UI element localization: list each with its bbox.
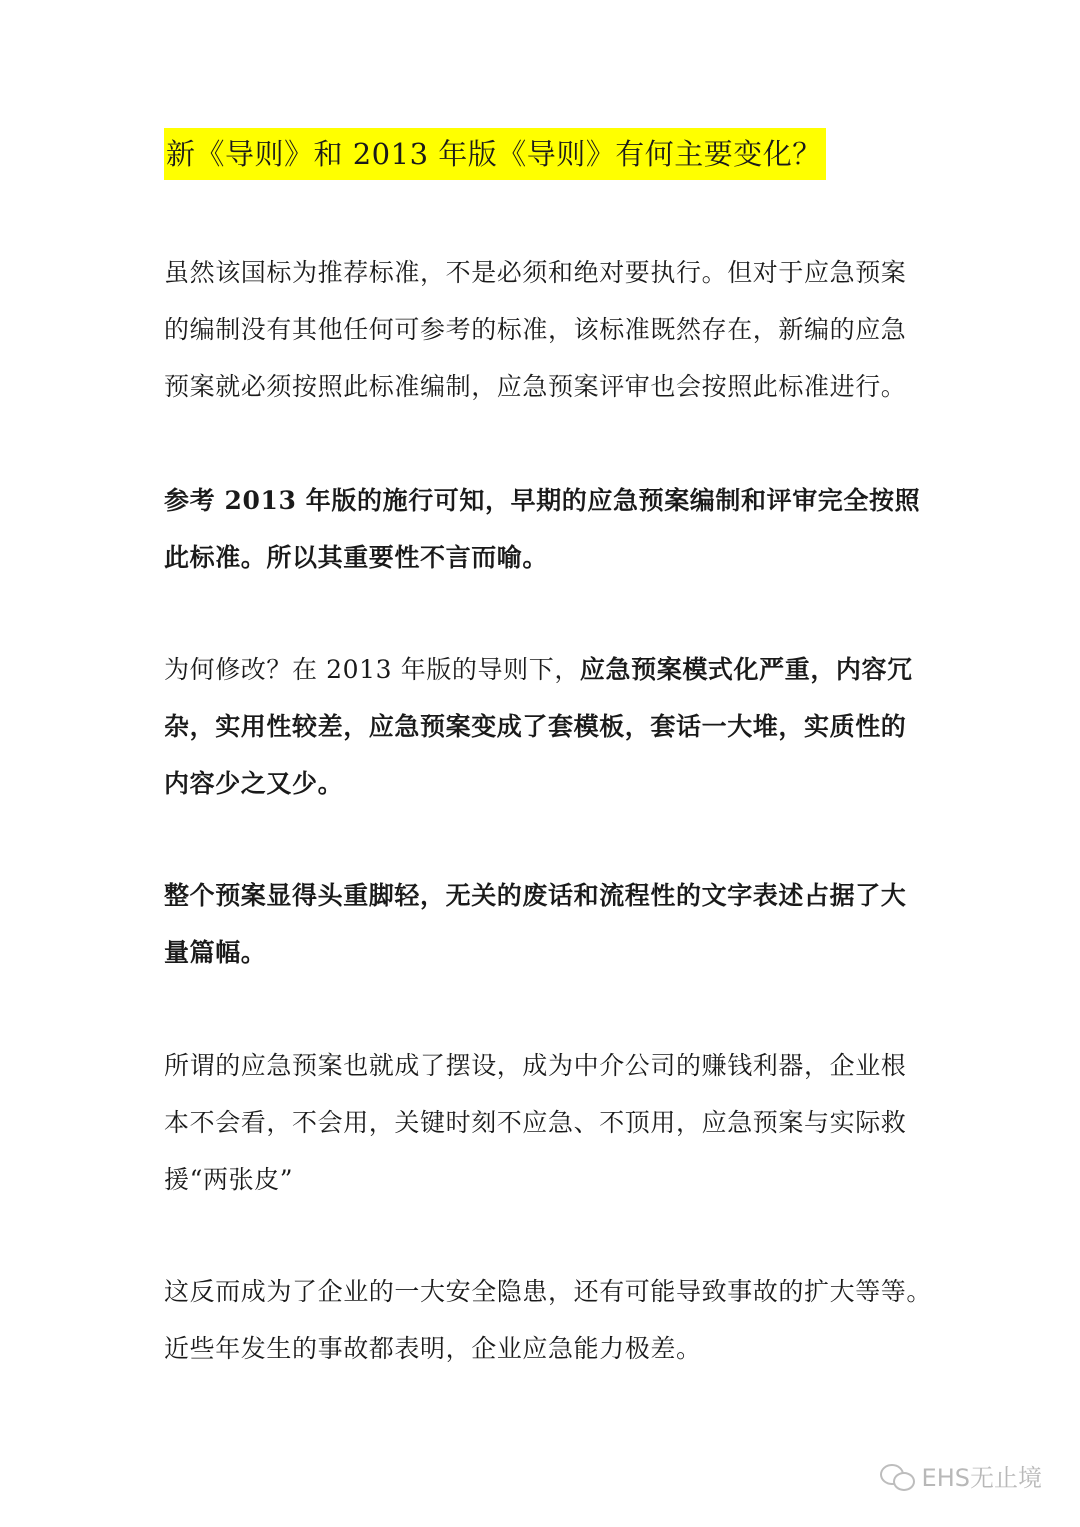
paragraph-4 <box>164 867 924 981</box>
paragraph-line: 杂，实用性较差，应急预案变成了套模板，套话一大堆，实质性的 <box>164 712 907 741</box>
watermark <box>880 1458 1042 1493</box>
paragraph-line: 量篇幅。 <box>164 938 267 967</box>
paragraph-text-bold: 应急预案模式化严重，内容冗 <box>579 655 913 684</box>
paragraph-1 <box>164 244 924 415</box>
paragraph-line <box>164 641 924 698</box>
paragraph-text-normal: 为何修改？在 2013 年版的导则下， <box>164 655 580 684</box>
paragraph-3 <box>164 641 924 812</box>
paragraph-5 <box>164 1037 924 1208</box>
paragraph-line: 预案就必须按照此标准编制，应急预案评审也会按照此标准进行。 <box>164 372 907 401</box>
paragraph-line: 虽然该国标为推荐标准，不是必须和绝对要执行。但对于应急预案 <box>164 258 907 287</box>
wechat-icon <box>880 1461 914 1491</box>
paragraph-line: 近些年发生的事故都表明，企业应急能力极差。 <box>164 1334 702 1363</box>
paragraph-line: 的编制没有其他任何可参考的标准，该标准既然存在，新编的应急 <box>164 315 907 344</box>
paragraph-line: 这反而成为了企业的一大安全隐患，还有可能导致事故的扩大等等。 <box>164 1277 933 1306</box>
paragraph-line: 此标准。所以其重要性不言而喻。 <box>164 543 549 572</box>
paragraph-line: 内容少之又少。 <box>164 769 344 798</box>
page-title: 新《导则》和 2013 年版《导则》有何主要变化？ <box>164 128 826 180</box>
title-wrapper <box>164 128 826 180</box>
paragraph-line: 整个预案显得头重脚轻，无关的废话和流程性的文字表述占据了大 <box>164 881 907 910</box>
watermark-text: EHS无止境 <box>921 1464 1042 1492</box>
paragraph-line: 援“两张皮” <box>164 1165 294 1194</box>
paragraph-6 <box>164 1263 933 1377</box>
paragraph-line: 所谓的应急预案也就成了摆设，成为中介公司的赚钱利器，企业根 <box>164 1051 907 1080</box>
paragraph-line: 参考 2013 年版的施行可知，早期的应急预案编制和评审完全按照 <box>164 486 921 515</box>
paragraph-2 <box>164 472 924 586</box>
paragraph-line: 本不会看，不会用，关键时刻不应急、不顶用，应急预案与实际救 <box>164 1108 907 1137</box>
